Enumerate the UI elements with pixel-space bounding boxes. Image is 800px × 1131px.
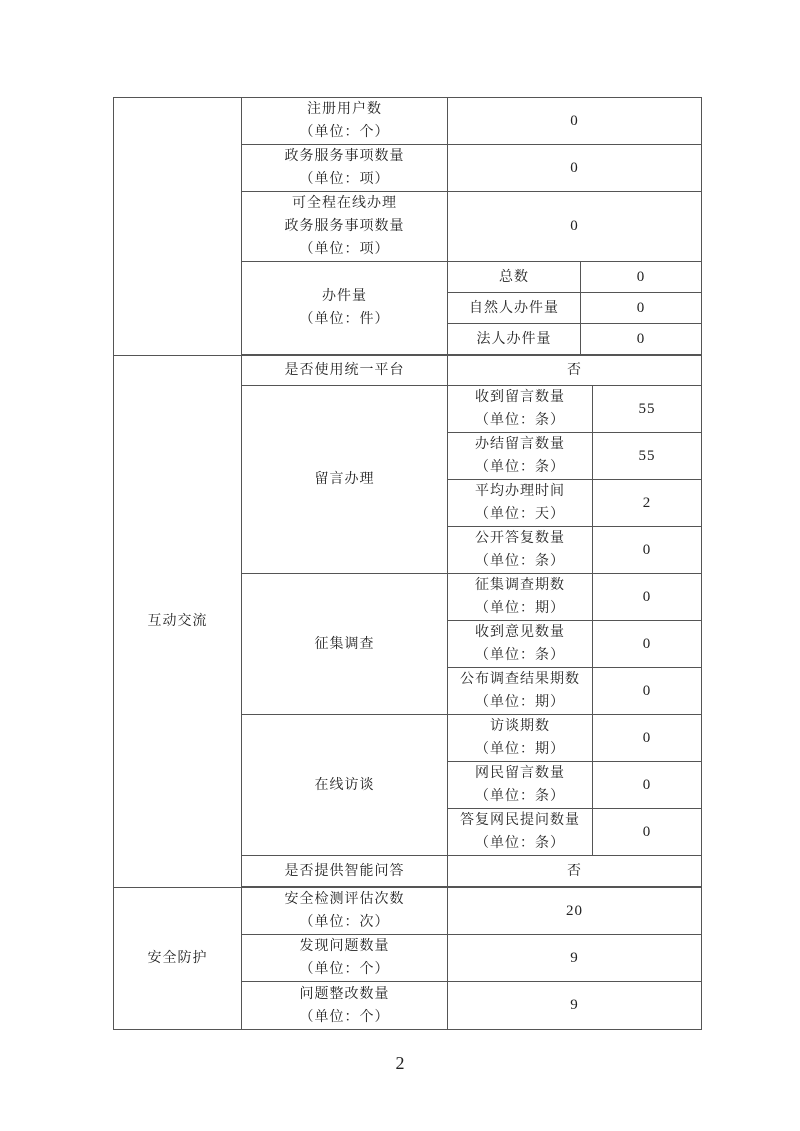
sub-label: 访谈期数 （单位：期） xyxy=(448,715,593,762)
sub-value: 0 xyxy=(593,668,702,715)
sub-value: 0 xyxy=(581,324,702,355)
category-cell-service xyxy=(114,98,242,356)
sub-label: 征集调查期数 （单位：期） xyxy=(448,574,593,621)
row-label: 政务服务事项数量 （单位：项） xyxy=(242,145,448,192)
sub-value: 0 xyxy=(581,293,702,324)
sub-label: 法人办件量 xyxy=(448,324,581,355)
sub-label: 答复网民提问数量 （单位：条） xyxy=(448,809,593,856)
interviews-label: 在线访谈 xyxy=(242,715,448,856)
sub-value: 0 xyxy=(593,574,702,621)
sub-label: 办结留言数量 （单位：条） xyxy=(448,433,593,480)
table-row xyxy=(114,356,702,386)
row-label: 是否使用统一平台 xyxy=(242,356,448,386)
sub-label: 自然人办件量 xyxy=(448,293,581,324)
row-value: 0 xyxy=(448,192,702,262)
row-value: 0 xyxy=(448,145,702,192)
sub-label: 平均办理时间 （单位：天） xyxy=(448,480,593,527)
row-value: 否 xyxy=(448,856,702,887)
category-cell-interaction: 互动交流 xyxy=(114,356,242,888)
sub-value: 0 xyxy=(593,621,702,668)
row-label: 问题整改数量 （单位：个） xyxy=(242,982,448,1030)
sub-label: 公布调查结果期数 （单位：期） xyxy=(448,668,593,715)
sub-value: 0 xyxy=(593,762,702,809)
sub-value: 0 xyxy=(581,262,702,293)
row-label: 可全程在线办理 政务服务事项数量 （单位：项） xyxy=(242,192,448,262)
sub-label: 网民留言数量 （单位：条） xyxy=(448,762,593,809)
sub-value: 0 xyxy=(593,527,702,574)
category-cell-security: 安全防护 xyxy=(114,888,242,1030)
row-label: 注册用户数 （单位：个） xyxy=(242,98,448,145)
row-value: 9 xyxy=(448,982,702,1030)
surveys-label: 征集调查 xyxy=(242,574,448,715)
sub-label: 总数 xyxy=(448,262,581,293)
row-label: 安全检测评估次数 （单位：次） xyxy=(242,888,448,935)
row-label: 发现问题数量 （单位：个） xyxy=(242,935,448,982)
sub-label: 收到留言数量 （单位：条） xyxy=(448,386,593,433)
statistics-table xyxy=(113,97,702,1030)
sub-label: 公开答复数量 （单位：条） xyxy=(448,527,593,574)
table-row xyxy=(114,888,702,935)
row-value: 0 xyxy=(448,98,702,145)
row-value: 20 xyxy=(448,888,702,935)
row-value: 否 xyxy=(448,356,702,386)
sub-value: 55 xyxy=(593,386,702,433)
table-row xyxy=(114,98,702,145)
sub-label: 收到意见数量 （单位：条） xyxy=(448,621,593,668)
sub-value: 0 xyxy=(593,809,702,856)
sub-value: 2 xyxy=(593,480,702,527)
sub-value: 55 xyxy=(593,433,702,480)
row-label: 是否提供智能问答 xyxy=(242,856,448,887)
messages-label: 留言办理 xyxy=(242,386,448,574)
row-value: 9 xyxy=(448,935,702,982)
sub-value: 0 xyxy=(593,715,702,762)
page-number: 2 xyxy=(395,1053,405,1073)
workload-label: 办件量 （单位：件） xyxy=(242,262,448,355)
